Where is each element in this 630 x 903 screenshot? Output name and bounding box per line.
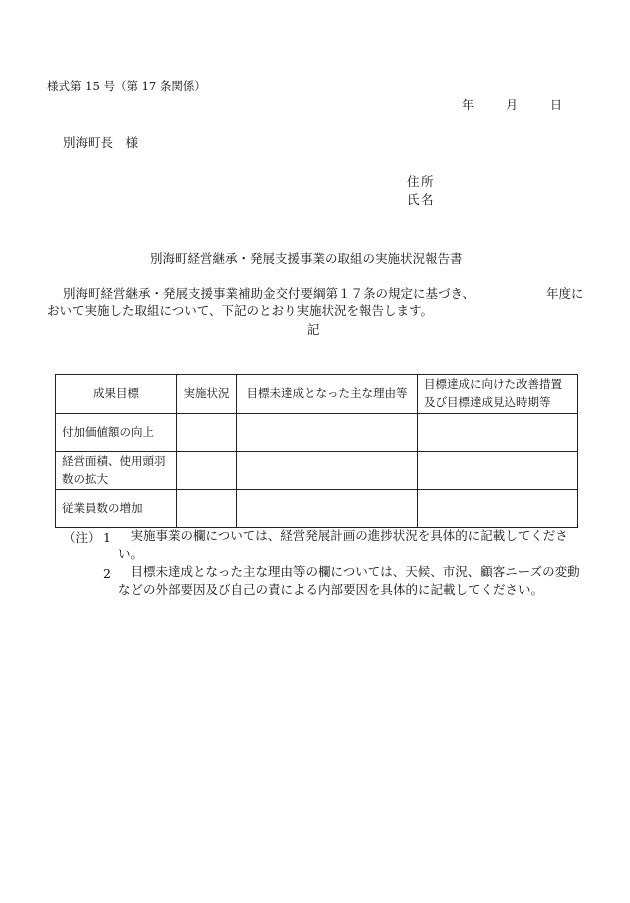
name-label-char-2: 名: [421, 192, 434, 207]
header-goal: 成果目標: [56, 375, 177, 414]
form-number: 様式第 15 号（第 17 条関係）: [47, 79, 206, 93]
table-row: [56, 414, 578, 452]
date-day-label: 日: [550, 98, 563, 112]
table-row: [56, 490, 578, 528]
results-table: [55, 374, 578, 528]
note-text-1: 実施事業の欄については、経営発展計画の進捗状況を具体的に記載してください。: [118, 528, 568, 561]
date-month-label: 月: [506, 98, 519, 112]
date-line: [462, 99, 562, 111]
body-text-year: 年度に: [546, 286, 584, 301]
body-text-line-1: 別海町経営継承・発展支援事業補助金交付要綱第１７条の規定に基づき、: [63, 286, 476, 301]
header-status: 実施状況: [177, 375, 237, 414]
row-measures-cell[interactable]: [418, 452, 578, 490]
row-status-cell[interactable]: [177, 414, 237, 452]
note-number-1: 1: [103, 530, 111, 545]
body-text-line-2: おいて実施した取組について、下記のとおり実施状況を報告します。: [47, 303, 434, 318]
ki-heading: 記: [307, 322, 320, 337]
name-label-char-1: 氏: [407, 192, 420, 207]
header-measures: 目標達成に向けた改善措置及び目標達成見込時期等: [418, 375, 578, 414]
row-goal: 経営面積、使用頭羽数の拡大: [56, 452, 177, 490]
note-text-2: 目標未達成となった主な理由等の欄については、天候、市況、顧客ニーズの変動などの外部要因及び自己の責による内部要因を具体的に記載してください。: [118, 564, 580, 597]
header-reason: 目標未達成となった主な理由等: [237, 375, 418, 414]
row-reason-cell[interactable]: [237, 452, 418, 490]
table-row: [56, 452, 578, 490]
addressee: 別海町長 様: [63, 135, 139, 150]
row-measures-cell[interactable]: [418, 490, 578, 528]
row-status-cell[interactable]: [177, 490, 237, 528]
row-goal: 付加価値額の向上: [56, 414, 177, 452]
document-title: 別海町経営継承・発展支援事業の取組の実施状況報告書: [150, 251, 463, 266]
address-label-char-1: 住: [407, 174, 420, 189]
row-reason-cell[interactable]: [237, 414, 418, 452]
table-header-row: [56, 375, 578, 414]
row-goal: 従業員数の増加: [56, 490, 177, 528]
address-label-char-2: 所: [421, 174, 434, 189]
date-year-label: 年: [462, 98, 475, 112]
applicant-name-label: [407, 194, 435, 207]
row-status-cell[interactable]: [177, 452, 237, 490]
applicant-address-label: [407, 176, 435, 189]
note-label: （注）: [63, 530, 101, 545]
row-reason-cell[interactable]: [237, 490, 418, 528]
note-number-2: 2: [103, 566, 111, 581]
row-measures-cell[interactable]: [418, 414, 578, 452]
